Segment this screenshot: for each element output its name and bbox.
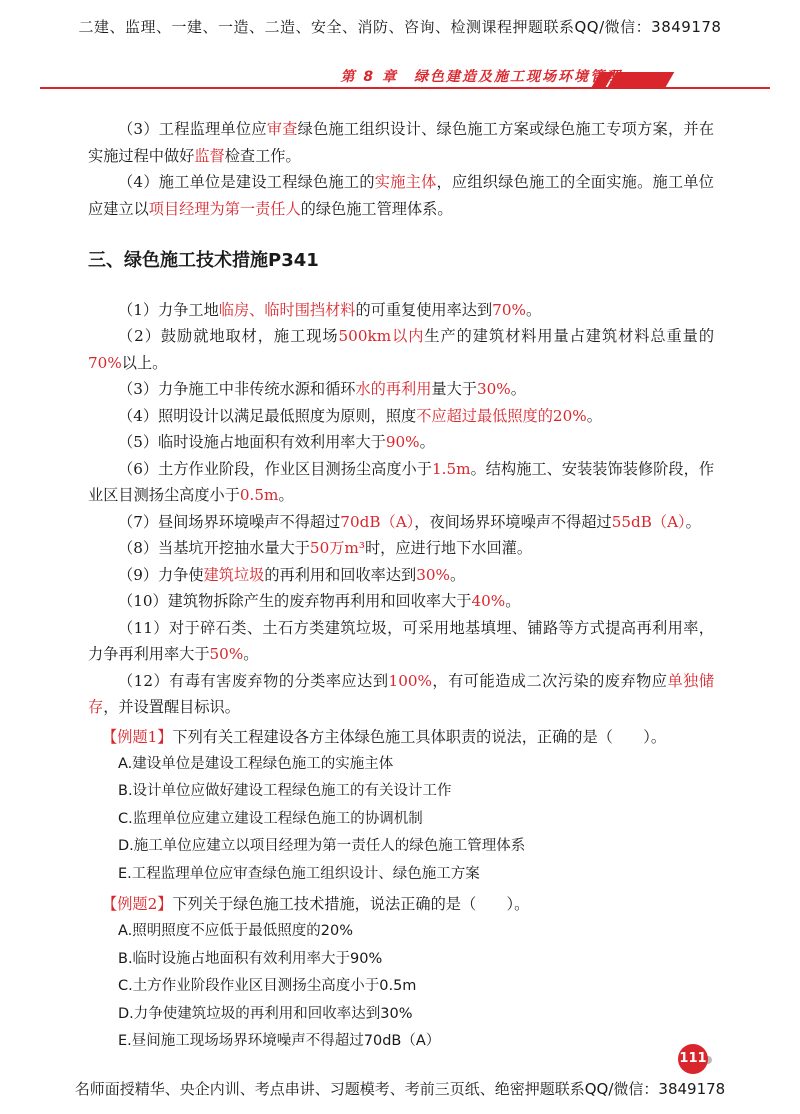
example-2-option-b: B.临时设施占地面积有效利用率大于90%: [118, 950, 383, 967]
measure-12: （12）有毒有害废弃物的分类率应达到100%，有可能造成二次污染的废弃物应单独储存，并设置醒目标识。: [88, 671, 715, 716]
chapter-title: 第 8 章 绿色建造及施工现场环境管理: [340, 69, 622, 85]
example-2-option-c: C.土方作业阶段作业区目测扬尘高度小于0.5m: [118, 978, 417, 994]
example-2-tag: 【例题2】: [102, 895, 173, 913]
measure-6: （6）土方作业阶段，作业区目测扬尘高度小于1.5m。结构施工、安装装饰装修阶段，作业区目测扬尘高度小于0.5m。: [88, 459, 715, 504]
page-content: [88, 116, 714, 1056]
measure-9: （9）力争使建筑垃圾的再利用和回收率达到30%。: [118, 565, 466, 584]
example-1-question: 【例题1】下列有关工程建设各方主体绿色施工具体职责的说法，正确的是（ ）。: [102, 727, 667, 746]
top-banner: 二建、监理、一建、一造、二造、安全、消防、咨询、检测课程押题联系QQ/微信：3849178: [78, 18, 722, 36]
example-1-tag: 【例题1】: [102, 727, 173, 746]
measure-5: （5）临时设施占地面积有效利用率大于90%。: [118, 433, 435, 451]
measure-8: （8）当基坑开挖抽水量大于50万m³时，应进行地下水回灌。: [118, 539, 532, 557]
example-2: [88, 890, 714, 1056]
measure-1: （1）力争工地临房、临时围挡材料的可重复使用率达到70%。: [118, 300, 542, 319]
example-2-option-e: E.昼间施工现场场界环境噪声不得超过70dB（A）: [118, 1033, 441, 1049]
measure-7: （7）昼间场界环境噪声不得超过70dB（A），夜间场界环境噪声不得超过55dB（A）。: [118, 512, 701, 531]
measure-3: （3）力争施工中非传统水源和循环水的再利用量大于30%。: [118, 380, 526, 398]
example-2-option-a: A.照明照度不应低于最低照度的20%: [118, 923, 354, 939]
paragraph-3: （3）工程监理单位应审查绿色施工组织设计、绿色施工方案或绿色施工专项方案，并在实施过程中做好监督检查工作。: [88, 120, 714, 165]
measure-11: （11）对于碎石类、土石方类建筑垃圾，可采用地基填埋、铺路等方式提高再利用率，力争再利用率大于50%。: [88, 618, 714, 663]
measure-2: （2）鼓励就地取材，施工现场500km以内生产的建筑材料用量占建筑材料总重量的70%以上。: [88, 327, 715, 372]
measure-10: （10）建筑物拆除产生的废弃物再利用和回收率大于40%。: [118, 592, 521, 610]
bottom-banner: 名师面授精华、央企内训、考点串讲、习题模考、考前三页纸、绝密押题联系QQ/微信：3849178: [74, 1080, 726, 1098]
example-1-option-a: A.建设单位是建设工程绿色施工的实施主体: [118, 755, 394, 772]
header-rule: [40, 87, 770, 89]
measure-4: （4）照明设计以满足最低照度为原则，照度不应超过最低照度的20%。: [118, 406, 602, 425]
example-1-option-d: D.施工单位应建立以项目经理为第一责任人的绿色施工管理体系: [118, 838, 526, 854]
example-1-option-c: C.监理单位应建立建设工程绿色施工的协调机制: [118, 810, 423, 827]
page-number: 111: [678, 1044, 708, 1074]
example-1-option-b: B.设计单位应做好建设工程绿色施工的有关设计工作: [118, 783, 452, 799]
example-2-question: 【例题2】下列关于绿色施工技术措施，说法正确的是（ ）。: [102, 895, 530, 913]
example-2-option-d: D.力争使建筑垃圾的再利用和回收率达到30%: [118, 1005, 413, 1022]
paragraph-4: （4）施工单位是建设工程绿色施工的实施主体，应组织绿色施工的全面实施。施工单位应建立以项目经理为第一责任人的绿色施工管理体系。: [88, 173, 714, 218]
section-heading: 三、绿色施工技术措施P341: [88, 250, 319, 271]
example-1-option-e: E.工程监理单位应审查绿色施工组织设计、绿色施工方案: [118, 865, 480, 882]
example-1: [88, 723, 714, 889]
